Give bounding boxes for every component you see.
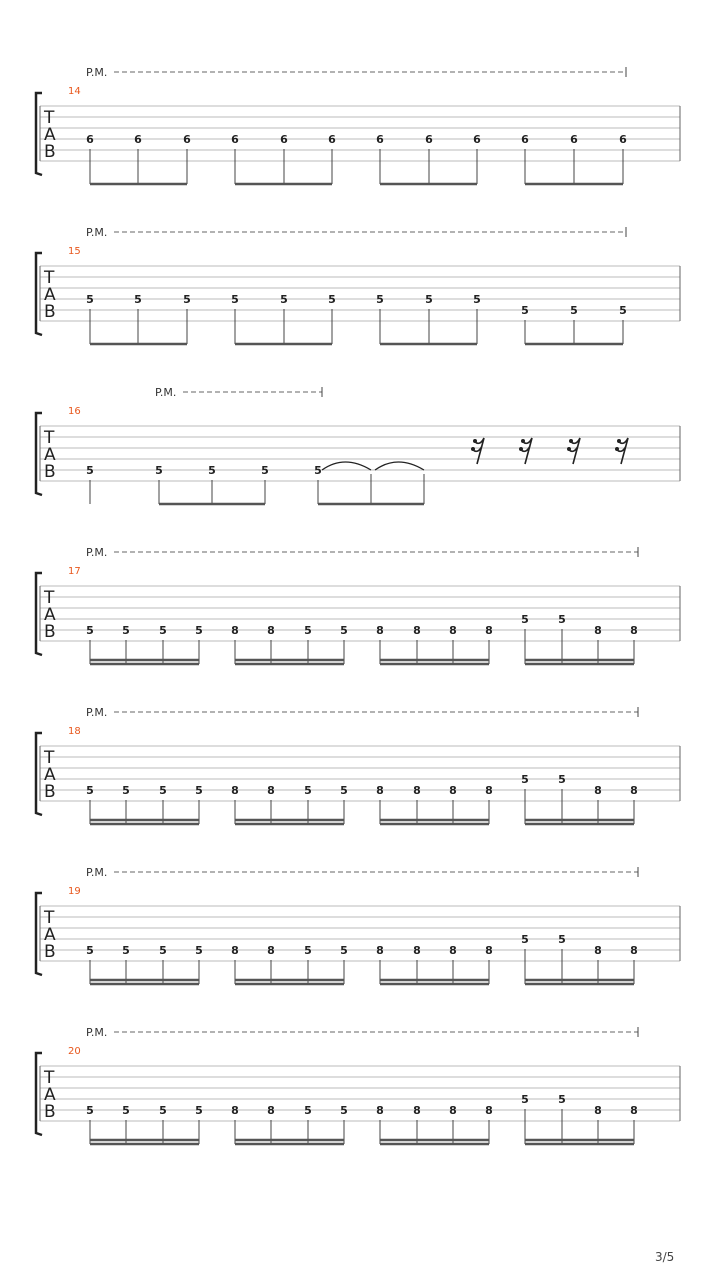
fret-number: 8 — [485, 624, 493, 637]
tab-clef-letter: T — [44, 268, 55, 288]
fret-number: 6 — [183, 133, 191, 146]
fret-number: 5 — [159, 944, 167, 957]
fret-number: 5 — [195, 1104, 203, 1117]
fret-number: 5 — [340, 944, 348, 957]
fret-number: 5 — [134, 293, 142, 306]
measure-number: 16 — [68, 406, 81, 417]
tab-clef-letter: B — [44, 622, 56, 642]
fret-number: 5 — [521, 304, 529, 317]
fret-number: 6 — [619, 133, 627, 146]
fret-number: 8 — [413, 784, 421, 797]
fret-number: 6 — [134, 133, 142, 146]
fret-number: 6 — [425, 133, 433, 146]
fret-number: 5 — [314, 464, 322, 477]
fret-number: 5 — [86, 944, 94, 957]
tab-clef-letter: B — [44, 462, 56, 482]
fret-number: 5 — [86, 784, 94, 797]
fret-number: 5 — [340, 1104, 348, 1117]
tie-arc — [322, 462, 371, 470]
measure-number: 17 — [68, 566, 81, 577]
fret-number: 8 — [630, 1104, 638, 1117]
rest-flag-dot — [567, 447, 571, 451]
fret-number: 5 — [304, 1104, 312, 1117]
tab-system — [36, 866, 680, 984]
rest-flag-dot — [521, 439, 525, 443]
fret-number: 5 — [183, 293, 191, 306]
fret-number: 8 — [485, 944, 493, 957]
fret-number: 8 — [231, 944, 239, 957]
system-bracket — [36, 413, 42, 495]
tab-clef-letter: A — [44, 605, 56, 625]
fret-number: 5 — [558, 613, 566, 626]
page-number: 3/5 — [655, 1250, 675, 1264]
fret-number: 8 — [267, 624, 275, 637]
tab-system — [36, 66, 680, 184]
measure-number: 15 — [68, 246, 81, 257]
rest-flag-dot — [615, 447, 619, 451]
tab-clef-letter: A — [44, 285, 56, 305]
palm-mute-label: P.M. — [86, 226, 108, 239]
tab-clef-letter: B — [44, 942, 56, 962]
fret-number: 5 — [86, 624, 94, 637]
measure-number: 19 — [68, 886, 81, 897]
fret-number: 5 — [340, 784, 348, 797]
fret-number: 6 — [280, 133, 288, 146]
fret-number: 8 — [231, 1104, 239, 1117]
fret-number: 6 — [473, 133, 481, 146]
fret-number: 6 — [521, 133, 529, 146]
fret-number: 8 — [594, 784, 602, 797]
tab-clef-letter: B — [44, 302, 56, 322]
fret-number: 5 — [195, 784, 203, 797]
fret-number: 8 — [594, 1104, 602, 1117]
fret-number: 8 — [449, 944, 457, 957]
system-bracket — [36, 1053, 42, 1135]
palm-mute-label: P.M. — [155, 386, 177, 399]
fret-number: 8 — [413, 624, 421, 637]
measure-number: 18 — [68, 726, 81, 737]
fret-number: 5 — [558, 933, 566, 946]
fret-number: 5 — [521, 933, 529, 946]
tab-system — [36, 546, 680, 664]
rest-flag-dot — [471, 447, 475, 451]
rest-flag-dot — [569, 439, 573, 443]
fret-number: 8 — [594, 944, 602, 957]
fret-number: 5 — [570, 304, 578, 317]
fret-number: 5 — [340, 624, 348, 637]
fret-number: 8 — [413, 1104, 421, 1117]
fret-number: 8 — [449, 624, 457, 637]
fret-number: 5 — [159, 1104, 167, 1117]
fret-number: 5 — [155, 464, 163, 477]
system-bracket — [36, 573, 42, 655]
fret-number: 5 — [86, 293, 94, 306]
fret-number: 5 — [425, 293, 433, 306]
fret-number: 8 — [376, 1104, 384, 1117]
fret-number: 8 — [630, 784, 638, 797]
fret-number: 5 — [195, 944, 203, 957]
fret-number: 8 — [267, 1104, 275, 1117]
system-bracket — [36, 93, 42, 175]
fret-number: 5 — [328, 293, 336, 306]
fret-number: 6 — [570, 133, 578, 146]
fret-number: 5 — [521, 773, 529, 786]
fret-number: 5 — [304, 624, 312, 637]
tab-system — [36, 386, 680, 504]
fret-number: 5 — [304, 944, 312, 957]
fret-number: 8 — [630, 624, 638, 637]
fret-number: 5 — [122, 624, 130, 637]
tab-clef-letter: T — [44, 108, 55, 128]
rest-flag-dot — [519, 447, 523, 451]
tab-clef-letter: T — [44, 428, 55, 448]
fret-number: 5 — [159, 784, 167, 797]
fret-number: 8 — [376, 944, 384, 957]
fret-number: 8 — [630, 944, 638, 957]
palm-mute-label: P.M. — [86, 546, 108, 559]
fret-number: 5 — [521, 613, 529, 626]
fret-number: 6 — [328, 133, 336, 146]
fret-number: 8 — [376, 784, 384, 797]
fret-number: 8 — [594, 624, 602, 637]
fret-number: 8 — [449, 1104, 457, 1117]
tab-system — [36, 1026, 680, 1144]
fret-number: 5 — [521, 1093, 529, 1106]
fret-number: 5 — [619, 304, 627, 317]
measure-number: 20 — [68, 1046, 81, 1057]
fret-number: 5 — [376, 293, 384, 306]
fret-number: 8 — [231, 624, 239, 637]
fret-number: 5 — [195, 624, 203, 637]
tab-clef-letter: A — [44, 125, 56, 145]
tab-clef-letter: A — [44, 925, 56, 945]
tab-system — [36, 706, 680, 824]
fret-number: 5 — [208, 464, 216, 477]
fret-number: 8 — [376, 624, 384, 637]
fret-number: 8 — [485, 1104, 493, 1117]
rest-flag-dot — [473, 439, 477, 443]
fret-number: 6 — [231, 133, 239, 146]
tab-clef-letter: T — [44, 908, 55, 928]
fret-number: 5 — [231, 293, 239, 306]
fret-number: 5 — [86, 1104, 94, 1117]
fret-number: 5 — [86, 464, 94, 477]
fret-number: 5 — [473, 293, 481, 306]
fret-number: 5 — [159, 624, 167, 637]
fret-number: 5 — [304, 784, 312, 797]
fret-number: 8 — [267, 784, 275, 797]
tab-system — [36, 226, 680, 344]
system-bracket — [36, 733, 42, 815]
rest-flag-dot — [617, 439, 621, 443]
tab-clef-letter: B — [44, 1102, 56, 1122]
fret-number: 6 — [376, 133, 384, 146]
tab-clef-letter: A — [44, 765, 56, 785]
palm-mute-label: P.M. — [86, 706, 108, 719]
tab-clef-letter: A — [44, 445, 56, 465]
measure-number: 14 — [68, 86, 81, 97]
system-bracket — [36, 253, 42, 335]
tab-clef-letter: A — [44, 1085, 56, 1105]
fret-number: 8 — [449, 784, 457, 797]
tie-arc — [375, 462, 424, 470]
fret-number: 5 — [558, 1093, 566, 1106]
fret-number: 5 — [122, 944, 130, 957]
fret-number: 5 — [558, 773, 566, 786]
tab-clef-letter: T — [44, 1068, 55, 1088]
palm-mute-label: P.M. — [86, 66, 108, 79]
palm-mute-label: P.M. — [86, 1026, 108, 1039]
fret-number: 8 — [413, 944, 421, 957]
fret-number: 8 — [231, 784, 239, 797]
fret-number: 8 — [267, 944, 275, 957]
tab-clef-letter: T — [44, 748, 55, 768]
fret-number: 5 — [261, 464, 269, 477]
palm-mute-label: P.M. — [86, 866, 108, 879]
fret-number: 6 — [86, 133, 94, 146]
tab-clef-letter: T — [44, 588, 55, 608]
fret-number: 5 — [122, 1104, 130, 1117]
tab-clef-letter: B — [44, 142, 56, 162]
tab-clef-letter: B — [44, 782, 56, 802]
fret-number: 5 — [280, 293, 288, 306]
system-bracket — [36, 893, 42, 975]
fret-number: 5 — [122, 784, 130, 797]
fret-number: 8 — [485, 784, 493, 797]
